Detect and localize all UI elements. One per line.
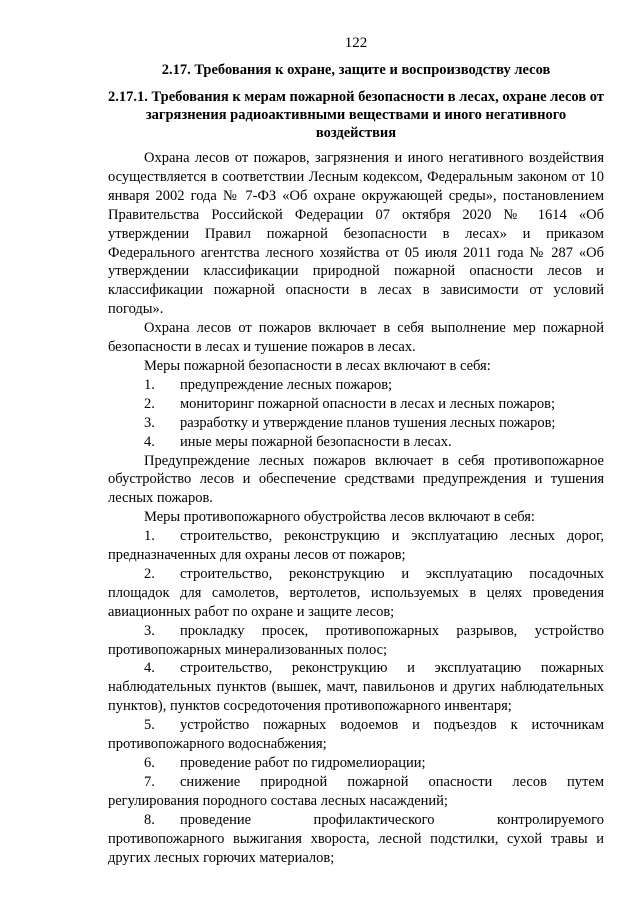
paragraph-fire-protection: Охрана лесов от пожаров включает в себя выполнение мер пожарной безопасности в лесах и тушение пожаров в лесах. (108, 320, 604, 356)
list-item-number: 7. (144, 773, 155, 790)
list-item-text: строительство, реконструкцию и эксплуатацию лесных дорог, предназначенных для охраны лесов от пожаров; (108, 528, 604, 564)
list-item-number: 4. (144, 433, 155, 450)
paragraph-arrangement-intro: Меры противопожарного обустройства лесов включают в себя: (144, 509, 535, 526)
list-item (108, 414, 604, 433)
list-item-number: 3. (144, 414, 155, 431)
list-item-number: 4. (144, 660, 155, 677)
list-item-number: 3. (144, 622, 155, 639)
list-item (108, 433, 604, 452)
section-title: 2.17. Требования к охране, защите и воспроизводству лесов (161, 62, 551, 78)
list-item-text: устройство пожарных водоемов и подъездов к источникам противопожарного водоснабжения; (108, 717, 604, 753)
list-item-text: снижение природной пожарной опасности лесов путем регулирования породного состава лесных насаждений; (108, 773, 604, 809)
list-item-text: строительство, реконструкцию и эксплуатацию посадочных площадок для самолетов, вертолетов, используемых в целях проведения авиационных работ по охране и защите лесов; (108, 565, 604, 620)
list-item (108, 565, 604, 622)
list-item (108, 527, 604, 565)
list-item (108, 395, 604, 414)
list-item-text: прокладку просек, противопожарных разрывов, устройство противопожарных минерализованных полос; (108, 622, 604, 658)
list-item-text: проведение работ по гидромелиорации; (180, 755, 426, 771)
list-item-text: предупреждение лесных пожаров; (180, 376, 393, 393)
list-item (108, 773, 604, 811)
list-item-number: 1. (144, 376, 155, 393)
list-item-number: 1. (144, 528, 155, 545)
list-item-text: строительство, реконструкцию и эксплуатацию пожарных наблюдательных пунктов (вышек, мачт, павильонов и других наблюдательных пунктов), пунктов сосредоточения противопожарного инвентаря; (108, 660, 604, 715)
list-item (108, 376, 604, 395)
list-item-number: 8. (144, 811, 155, 828)
list-item (108, 622, 604, 660)
list-item-text: проведение профилактического контролируемого противопожарного выжигания хвороста, лесной подстилки, сухой травы и других лесных горючих материалов; (108, 811, 604, 866)
list-item (108, 659, 604, 716)
paragraph-measures-intro: Меры пожарной безопасности в лесах включают в себя: (144, 357, 491, 374)
list-item-number: 5. (144, 717, 155, 734)
document-body (108, 149, 604, 867)
list-item-text: разработку и утверждение планов тушения лесных пожаров; (180, 414, 556, 431)
subsection-title: 2.17.1. Требования к мерам пожарной безопасности в лесах, охране лесов от загрязнения радиоактивными веществами и иного негативного воздействия (108, 89, 604, 141)
fire-safety-measures-list (108, 376, 604, 452)
page-number: 122 (344, 35, 368, 51)
list-item-number: 2. (144, 395, 155, 412)
list-item-number: 6. (144, 755, 155, 771)
arrangement-measures-list (108, 527, 604, 867)
list-item-number: 2. (144, 565, 155, 582)
list-item (108, 754, 604, 773)
list-item (108, 716, 604, 754)
paragraph-legal-basis: Охрана лесов от пожаров, загрязнения и иного негативного воздействия осуществляется в соответствии Лесным кодексом, Федеральным законом от 10 января 2002 года № 7-ФЗ «Об охране окружающей среды», постановлением Правительства Российской Федерации 07 октября 2020 № 1614 «Об утверждении Правил пожарной безопасности в лесах» и приказом Федерального агентства лесного хозяйства от 05 июля 2011 года № 287 «Об утверждении классификации природной пожарной опасности лесов и классификации пожарной опасности в лесах в зависимости от условий погоды». (108, 150, 604, 318)
paragraph-prevention: Предупреждение лесных пожаров включает в себя противопожарное обустройство лесов и обеспечение средствами предупреждения и тушения лесных пожаров. (108, 452, 604, 507)
list-item (108, 811, 604, 868)
list-item-text: мониторинг пожарной опасности в лесах и лесных пожаров; (180, 395, 555, 412)
list-item-text: иные меры пожарной безопасности в лесах. (180, 433, 452, 450)
